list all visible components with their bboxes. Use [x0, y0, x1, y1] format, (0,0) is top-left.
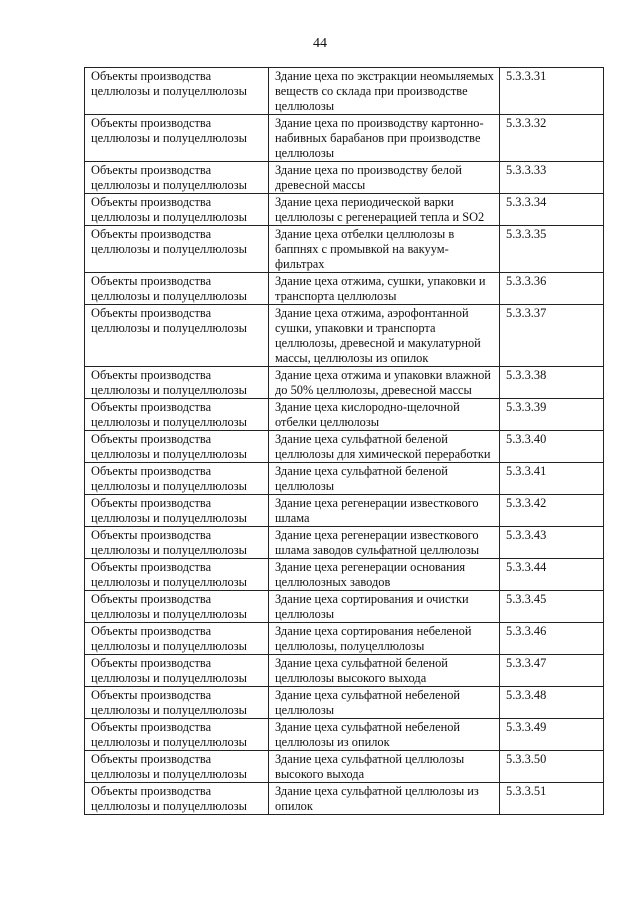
- table-row: [85, 559, 604, 591]
- description-cell: Здание цеха по производству картонно-набивных барабанов при производстве целлюлозы: [269, 115, 500, 162]
- description-cell: Здание цеха сульфатной беленой целлюлозы: [269, 463, 500, 495]
- table-row: [85, 623, 604, 655]
- code-cell: 5.3.3.44: [500, 559, 604, 591]
- object-cell: Объекты производства целлюлозы и полуцеллюлозы: [85, 591, 269, 623]
- object-cell: Объекты производства целлюлозы и полуцеллюлозы: [85, 751, 269, 783]
- code-cell: 5.3.3.51: [500, 783, 604, 815]
- object-cell: Объекты производства целлюлозы и полуцеллюлозы: [85, 226, 269, 273]
- table-row: [85, 431, 604, 463]
- page-number: 44: [313, 36, 327, 51]
- description-cell: Здание цеха отжима, аэрофонтанной сушки, упаковки и транспорта целлюлозы, древесной и макулатурной массы, целлюлозы из опилок: [269, 305, 500, 367]
- code-cell: 5.3.3.41: [500, 463, 604, 495]
- table-row: [85, 591, 604, 623]
- description-cell: Здание цеха сульфатной небеленой целлюлозы из опилок: [269, 719, 500, 751]
- object-cell: Объекты производства целлюлозы и полуцеллюлозы: [85, 367, 269, 399]
- classification-table: [84, 67, 604, 815]
- description-cell: Здание цеха отжима, сушки, упаковки и транспорта целлюлозы: [269, 273, 500, 305]
- description-cell: Здание цеха регенерации известкового шлама заводов сульфатной целлюлозы: [269, 527, 500, 559]
- code-cell: 5.3.3.33: [500, 162, 604, 194]
- code-cell: 5.3.3.39: [500, 399, 604, 431]
- description-cell: Здание цеха отжима и упаковки влажной до 50% целлюлозы, древесной массы: [269, 367, 500, 399]
- code-cell: 5.3.3.31: [500, 68, 604, 115]
- description-cell: Здание цеха сульфатной беленой целлюлозы высокого выхода: [269, 655, 500, 687]
- table-row: [85, 399, 604, 431]
- object-cell: Объекты производства целлюлозы и полуцеллюлозы: [85, 68, 269, 115]
- code-cell: 5.3.3.43: [500, 527, 604, 559]
- description-cell: Здание цеха сортирования небеленой целлюлозы, полуцеллюлозы: [269, 623, 500, 655]
- object-cell: Объекты производства целлюлозы и полуцеллюлозы: [85, 655, 269, 687]
- object-cell: Объекты производства целлюлозы и полуцеллюлозы: [85, 783, 269, 815]
- table-row: [85, 194, 604, 226]
- object-cell: Объекты производства целлюлозы и полуцеллюлозы: [85, 719, 269, 751]
- code-cell: 5.3.3.35: [500, 226, 604, 273]
- description-cell: Здание цеха сульфатной беленой целлюлозы для химической переработки: [269, 431, 500, 463]
- table-row: [85, 68, 604, 115]
- object-cell: Объекты производства целлюлозы и полуцеллюлозы: [85, 273, 269, 305]
- code-cell: 5.3.3.32: [500, 115, 604, 162]
- description-cell: Здание цеха периодической варки целлюлозы с регенерацией тепла и SO2: [269, 194, 500, 226]
- code-cell: 5.3.3.37: [500, 305, 604, 367]
- code-cell: 5.3.3.46: [500, 623, 604, 655]
- description-cell: Здание цеха регенерации известкового шлама: [269, 495, 500, 527]
- table-row: [85, 687, 604, 719]
- object-cell: Объекты производства целлюлозы и полуцеллюлозы: [85, 527, 269, 559]
- object-cell: Объекты производства целлюлозы и полуцеллюлозы: [85, 115, 269, 162]
- code-cell: 5.3.3.47: [500, 655, 604, 687]
- code-cell: 5.3.3.50: [500, 751, 604, 783]
- table-row: [85, 226, 604, 273]
- description-cell: Здание цеха сульфатной небеленой целлюлозы: [269, 687, 500, 719]
- object-cell: Объекты производства целлюлозы и полуцеллюлозы: [85, 162, 269, 194]
- object-cell: Объекты производства целлюлозы и полуцеллюлозы: [85, 495, 269, 527]
- object-cell: Объекты производства целлюлозы и полуцеллюлозы: [85, 431, 269, 463]
- table-row: [85, 495, 604, 527]
- code-cell: 5.3.3.38: [500, 367, 604, 399]
- table-row: [85, 162, 604, 194]
- code-cell: 5.3.3.49: [500, 719, 604, 751]
- object-cell: Объекты производства целлюлозы и полуцеллюлозы: [85, 687, 269, 719]
- object-cell: Объекты производства целлюлозы и полуцеллюлозы: [85, 194, 269, 226]
- code-cell: 5.3.3.36: [500, 273, 604, 305]
- table-row: [85, 463, 604, 495]
- object-cell: Объекты производства целлюлозы и полуцеллюлозы: [85, 623, 269, 655]
- description-cell: Здание цеха регенерации основания целлюлозных заводов: [269, 559, 500, 591]
- code-cell: 5.3.3.42: [500, 495, 604, 527]
- table-row: [85, 783, 604, 815]
- description-cell: Здание цеха по производству белой древесной массы: [269, 162, 500, 194]
- table-row: [85, 115, 604, 162]
- table-row: [85, 305, 604, 367]
- table-row: [85, 655, 604, 687]
- object-cell: Объекты производства целлюлозы и полуцеллюлозы: [85, 463, 269, 495]
- table-row: [85, 527, 604, 559]
- table-row: [85, 719, 604, 751]
- table-row: [85, 273, 604, 305]
- code-cell: 5.3.3.40: [500, 431, 604, 463]
- description-cell: Здание цеха сульфатной целлюлозы из опилок: [269, 783, 500, 815]
- object-cell: Объекты производства целлюлозы и полуцеллюлозы: [85, 559, 269, 591]
- description-cell: Здание цеха отбелки целлюлозы в баппнях с промывкой на вакуум-фильтрах: [269, 226, 500, 273]
- description-cell: Здание цеха сортирования и очистки целлюлозы: [269, 591, 500, 623]
- object-cell: Объекты производства целлюлозы и полуцеллюлозы: [85, 305, 269, 367]
- code-cell: 5.3.3.48: [500, 687, 604, 719]
- object-cell: Объекты производства целлюлозы и полуцеллюлозы: [85, 399, 269, 431]
- description-cell: Здание цеха кислородно-щелочной отбелки целлюлозы: [269, 399, 500, 431]
- table-row: [85, 367, 604, 399]
- table-row: [85, 751, 604, 783]
- code-cell: 5.3.3.45: [500, 591, 604, 623]
- code-cell: 5.3.3.34: [500, 194, 604, 226]
- description-cell: Здание цеха сульфатной целлюлозы высокого выхода: [269, 751, 500, 783]
- description-cell: Здание цеха по экстракции неомыляемых веществ со склада при производстве целлюлозы: [269, 68, 500, 115]
